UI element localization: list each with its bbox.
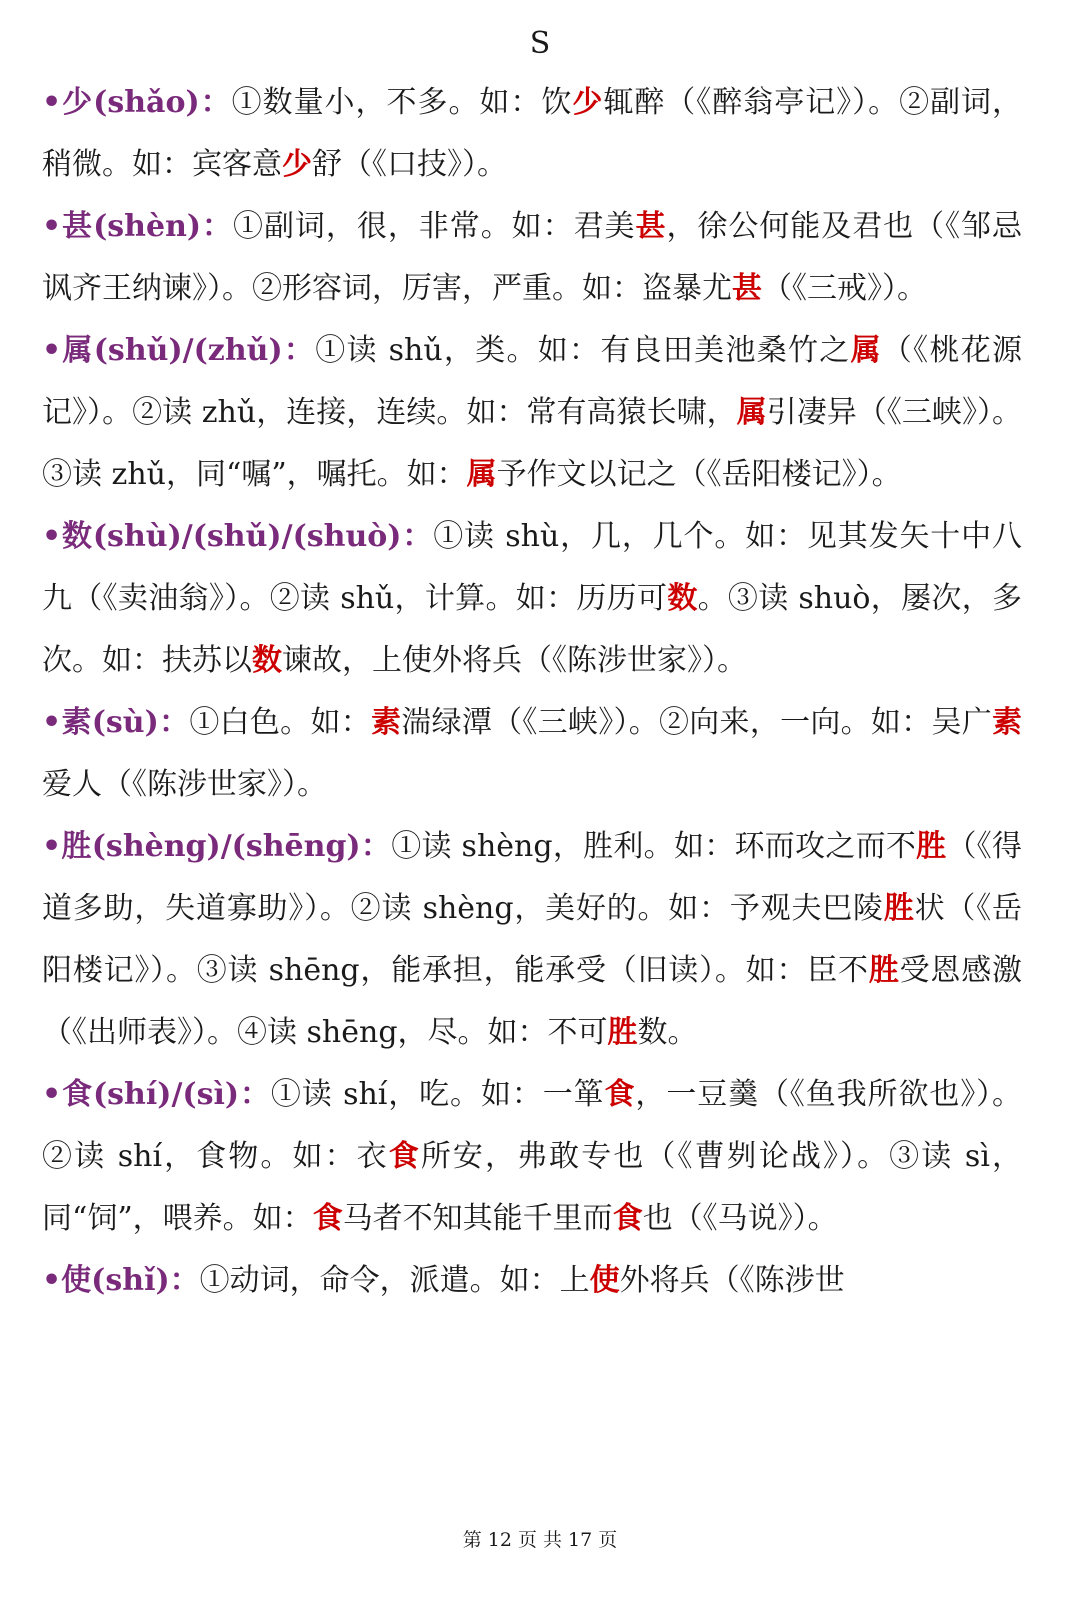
highlighted-character: 素: [371, 705, 402, 740]
highlighted-character: 使: [589, 1263, 620, 1298]
highlighted-character: 食: [612, 1201, 643, 1236]
entry-text: ①数量小，不多。如：饮: [231, 85, 573, 120]
entry-text: 爱人（《陈涉世家》）。: [42, 767, 327, 802]
section-letter: S: [529, 26, 551, 61]
entry-text: 引凄异（《三峡》）。③读 zhǔ，同“嘱”，嘱托。如：: [42, 395, 1023, 492]
dictionary-entry: [42, 196, 1022, 320]
highlighted-character: 素: [992, 705, 1023, 740]
highlighted-character: 属: [466, 457, 497, 492]
entry-text: 谏故，上使外将兵（《陈涉世家》）。: [282, 643, 747, 678]
entry-text: 予作文以记之（《岳阳楼记》）。: [496, 457, 902, 492]
highlighted-character: 食: [388, 1139, 421, 1174]
entry-text: 受恩感激（《出师表》）。④读 shēng，尽。如：不可: [42, 953, 1023, 1050]
highlighted-character: 数: [252, 643, 282, 678]
dictionary-entry: [42, 506, 1022, 692]
entry-text: 也（《马说》）。: [642, 1201, 838, 1236]
entry-text: ，徐公何能及君也（《邹忌讽齐王纳谏》）。②形容词，厉害，严重。如：盗暴尤: [42, 209, 1023, 306]
page-footer: 第 12 页 共 17 页: [462, 1529, 618, 1551]
entry-headword: •食(shí)/(sì)：: [42, 1077, 271, 1112]
entry-text: （《三戒》）。: [762, 271, 927, 306]
entry-text: ①动词，命令，派遣。如：上: [199, 1263, 590, 1298]
entry-headword: •胜(shèng)/(shēng)：: [42, 829, 392, 864]
dictionary-entry: [42, 1064, 1022, 1250]
entry-text: （《桃花源记》）。②读 zhǔ，连接，连续。如：常有高猿长啸，: [42, 333, 1023, 430]
highlighted-character: 食: [312, 1201, 343, 1236]
entry-text: ①副词，很，非常。如：君美: [233, 209, 636, 244]
entry-text: 马者不知其能千里而: [342, 1201, 613, 1236]
highlighted-character: 胜: [868, 953, 900, 988]
entry-text: （《得道多助，失道寡助》）。②读 shèng，美好的。如：予观夫巴陵: [42, 829, 1023, 926]
entry-text: 外将兵（《陈涉世: [619, 1263, 845, 1298]
entry-text: 状（《岳阳楼记》）。③读 shēng，能承担，能承受（旧读）。如：臣不: [42, 891, 1023, 988]
entry-text: 。③读 shuò，屡次，多次。如：扶苏以: [42, 581, 1023, 678]
highlighted-character: 数: [667, 581, 698, 616]
highlighted-character: 甚: [732, 271, 762, 306]
entry-headword: •素(sù)：: [42, 705, 190, 740]
dictionary-entry: [42, 692, 1022, 816]
entry-headword: •数(shù)/(shǔ)/(shuò)：: [42, 519, 434, 554]
entry-text: ①白色。如：: [189, 705, 371, 740]
highlighted-character: 少: [572, 85, 604, 120]
entry-text: ①读 shù，几，几个。如：见其发矢十中八九（《卖油翁》）。②读 shǔ，计算。如：历历可: [42, 519, 1022, 616]
entry-text: ①读 shǔ，类。如：有良田美池桑竹之: [315, 333, 851, 368]
entry-headword: •少(shǎo)：: [42, 85, 232, 120]
dictionary-entry: [42, 320, 1022, 506]
entry-text: 辄醉（《醉翁亭记》）。②副词，稍微。如：宾客意: [42, 85, 1023, 182]
highlighted-character: 胜: [916, 829, 947, 864]
highlighted-character: 胜: [607, 1015, 638, 1050]
dictionary-entry: [42, 72, 1022, 196]
entry-text: 舒（《口技》）。: [312, 147, 507, 182]
entry-text: ，一豆羹（《鱼我所欲也》）。②读 shí，食物。如：衣: [42, 1077, 1023, 1174]
entry-text: ①读 shí，吃。如：一箪: [270, 1077, 605, 1112]
entry-headword: •使(shǐ)：: [42, 1263, 200, 1298]
entry-text: 湍绿潭（《三峡》）。②向来，一向。如：吴广: [401, 705, 993, 740]
highlighted-character: 属: [736, 395, 767, 430]
dictionary-entry: [42, 816, 1022, 1064]
entry-list: [42, 72, 1022, 1312]
entry-text: 数。: [637, 1015, 698, 1050]
dictionary-entry: [42, 1250, 1022, 1312]
entry-headword: •属(shǔ)/(zhǔ)：: [42, 333, 316, 368]
highlighted-character: 属: [850, 333, 882, 368]
entry-text: ①读 shèng，胜利。如：环而攻之而不: [391, 829, 917, 864]
entry-headword: •甚(shèn)：: [42, 209, 234, 244]
highlighted-character: 食: [604, 1077, 636, 1112]
highlighted-character: 胜: [883, 891, 915, 926]
entry-text: 所安，弗敢专也（《曹刿论战》）。③读 sì，同“饲”，喂养。如：: [42, 1139, 1023, 1236]
highlighted-character: 少: [282, 147, 312, 182]
highlighted-character: 甚: [635, 209, 667, 244]
